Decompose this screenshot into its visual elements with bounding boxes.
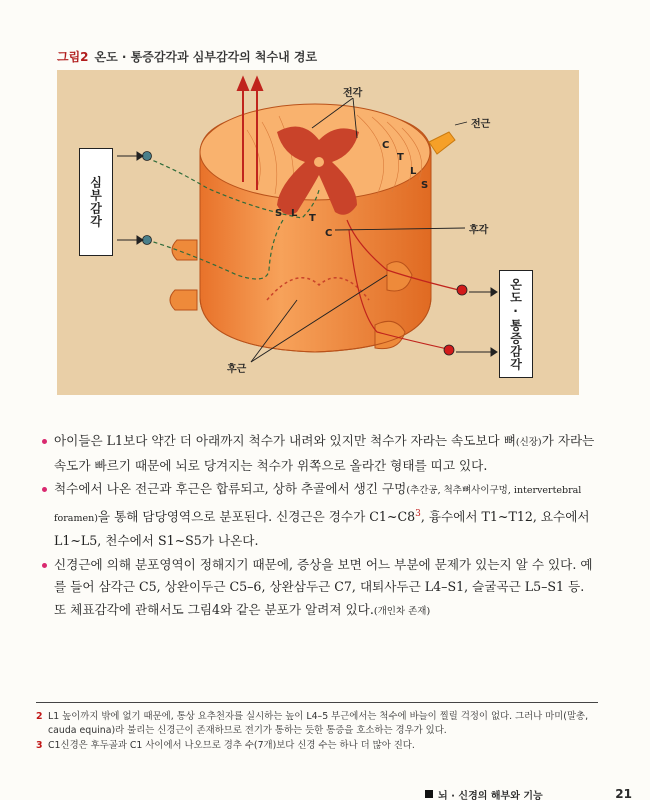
label-ctls-l: L — [410, 166, 417, 177]
bullet-2-text-b: 을 통해 담당영역으로 분포된다. 신경근은 경수가 C1~C8 — [97, 508, 416, 524]
label-posterior-root: 후근 — [227, 364, 247, 375]
label-ctls-c: C — [382, 140, 390, 151]
figure-caption — [57, 48, 317, 65]
footnote-2-text: L1 높이까지 밖에 없기 때문에, 통상 요추천자를 실시하는 높이 L4–5 부근에서는 척수에 바늘이 찔릴 걱정이 없다. 그러나 마미(말총, cauda equina)라 불리는 신경근이 존재하므로 전기가 통하는 듯한 통증을 호소하는 경우가 있다. — [48, 711, 589, 736]
bullet-2-note: (추간공, 척추뼈사이구멍, intervertebral foramen) — [54, 485, 582, 524]
label-sltc-t: T — [309, 213, 316, 224]
label-ctls-s: S — [421, 180, 429, 191]
footnote-2 — [36, 710, 601, 737]
figure-title: 온도 · 통증감각과 심부감각의 척수내 경로 — [94, 50, 318, 64]
bullet-1-text-b: 가 자라는 속도가 빠르기 때문에 뇌로 당겨지는 척수가 위쪽으로 올라간 형태를 띠고 있다. — [54, 433, 595, 473]
bullet-3-note: (개인차 존재) — [373, 605, 431, 617]
bullet-2 — [40, 478, 600, 553]
bullet-3 — [40, 554, 600, 624]
label-posterior-horn: 후각 — [469, 225, 489, 236]
footnote-3 — [36, 739, 601, 753]
bullet-2-text-a: 척수에서 나온 전근과 후근은 합류되고, 상하 추골에서 생긴 구멍 — [54, 481, 407, 496]
spinal-cord-figure — [57, 70, 579, 395]
chapter-square-icon — [425, 790, 433, 798]
page-footer — [425, 788, 650, 800]
footnote-3-text: C1신경은 후두골과 C1 사이에서 나오므로 경추 수(7개)보다 신경 수는 하나 더 많아 진다. — [48, 740, 415, 751]
deep-sensation-label: 심부감각 — [88, 176, 103, 228]
bullet-3-text: 신경근에 의해 분포영역이 정해지기 때문에, 증상을 보면 어느 부분에 문제가 있는지 알 수 있다. 예를 들어 삼각근 C5, 상완이두근 C5–6, 상완삼두근 C7, 대퇴사두근 L4–S1, 슬굴곡근 L5–S1 등. 또 체표감각에 관해서도 그림4와 같은 분포가 알려져 있다. — [54, 556, 593, 617]
footnote-ref-3: 3 — [415, 508, 421, 519]
label-ctls-t: T — [397, 152, 404, 163]
pain-temp-box — [499, 270, 533, 378]
figure-number: 그림2 — [57, 50, 89, 64]
label-sltc-c: C — [325, 228, 333, 239]
label-sltc-l: L — [291, 208, 298, 219]
bullet-2-text-c: , 흉수에서 T1~T12, 요수에서 L1~L5, 천수에서 S1~S5가 나온다. — [54, 508, 590, 549]
chapter-title: 뇌 · 신경의 해부와 기능 — [438, 790, 543, 800]
bullet-1 — [40, 430, 600, 477]
label-sltc-s: S — [275, 208, 283, 219]
label-anterior-horn: 전각 — [343, 88, 363, 99]
body-text — [40, 430, 600, 624]
bullet-1-note: (신장) — [515, 437, 542, 448]
bullet-1-text-a: 아이들은 L1보다 약간 더 아래까지 척수가 내려와 있지만 척수가 자라는 속도보다 뼈 — [54, 433, 516, 448]
page-number: 21 — [615, 787, 632, 800]
deep-sensation-box — [79, 148, 113, 256]
footnote-2-number: 2 — [36, 711, 43, 722]
footnote-divider — [36, 702, 598, 703]
footnote-3-number: 3 — [36, 740, 43, 751]
pain-temp-label: 온도·통증감각 — [508, 277, 523, 371]
footnotes — [36, 710, 601, 755]
label-anterior-root: 전근 — [471, 119, 491, 130]
